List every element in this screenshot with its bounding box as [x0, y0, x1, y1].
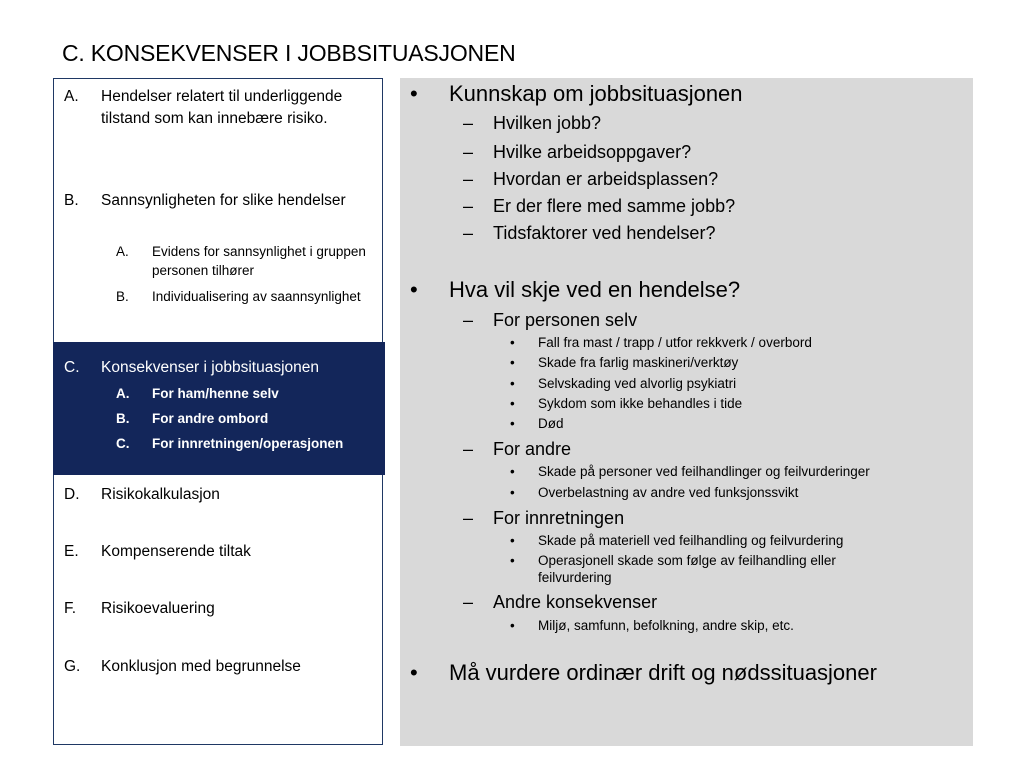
agenda-sub-letter: B. — [116, 289, 129, 304]
dash: – — [463, 592, 474, 612]
dash: – — [463, 113, 474, 133]
agenda-sub-letter: A. — [116, 244, 129, 259]
slide-title: C. KONSEKVENSER I JOBBSITUASJONEN — [62, 40, 516, 66]
agenda-sub-letter: B. — [116, 411, 130, 426]
detail-text: Fall fra mast / trapp / utfor rekkverk / overbord — [538, 335, 812, 350]
bullet: • — [510, 553, 515, 568]
bullet: • — [510, 618, 515, 633]
agenda-panel — [53, 78, 383, 745]
dash: – — [463, 196, 474, 216]
detail-text: Død — [538, 416, 564, 431]
dash: – — [463, 508, 474, 528]
bullet: • — [510, 533, 515, 548]
content-panel — [400, 78, 973, 746]
agenda-text: Risikokalkulasjon — [101, 486, 220, 503]
agenda-sub-text: Evidens for sannsynlighet i gruppen personen tilhører — [152, 244, 366, 278]
detail-text: Operasjonell skade som følge av feilhandling eller feilvurdering — [538, 553, 836, 585]
bullet: • — [510, 396, 515, 411]
section-heading: Må vurdere ordinær drift og nødssituasjoner — [449, 660, 877, 685]
dash: – — [463, 439, 474, 459]
detail-text: Skade fra farlig maskineri/verktøy — [538, 355, 739, 370]
agenda-sub-text: Individualisering av saannsynlighet — [152, 289, 361, 304]
section-heading: Kunnskap om jobbsituasjonen — [449, 81, 743, 106]
agenda-sub-text: For andre ombord — [152, 411, 269, 426]
sub-item-text: Hvordan er arbeidsplassen? — [493, 169, 719, 189]
bullet: • — [510, 464, 515, 479]
bullet: • — [510, 416, 515, 431]
bullet: • — [510, 335, 515, 350]
agenda-letter: C. — [64, 359, 80, 376]
agenda-sub-text: For ham/henne selv — [152, 386, 279, 401]
agenda-sub-letter: A. — [116, 386, 130, 401]
agenda-letter: G. — [64, 658, 81, 675]
agenda-letter: A. — [64, 88, 79, 105]
agenda-sub-text: For innretningen/operasjonen — [152, 436, 344, 451]
dash: – — [463, 169, 474, 189]
sub-item-text: Andre konsekvenser — [493, 592, 658, 612]
sub-item-text: For andre — [493, 439, 572, 459]
bullet: • — [410, 277, 418, 302]
agenda-letter: B. — [64, 192, 79, 209]
agenda-text: Hendelser relatert til underliggende tilstand som kan innebære risiko. — [101, 88, 343, 127]
detail-text: Selvskading ved alvorlig psykiatri — [538, 376, 737, 391]
detail-text: Miljø, samfunn, befolkning, andre skip, etc. — [538, 618, 794, 633]
bullet: • — [510, 485, 515, 500]
detail-text: Overbelastning av andre ved funksjonssvikt — [538, 485, 799, 500]
detail-text: Skade på materiell ved feilhandling og feilvurdering — [538, 533, 844, 548]
agenda-letter: D. — [64, 486, 80, 503]
dash: – — [463, 310, 474, 330]
agenda-text: Konsekvenser i jobbsituasjonen — [101, 359, 319, 376]
dash: – — [463, 223, 474, 243]
sub-item-text: Er der flere med samme jobb? — [493, 196, 736, 216]
agenda-text: Sannsynligheten for slike hendelser — [101, 192, 346, 209]
dash: – — [463, 142, 474, 162]
bullet: • — [410, 81, 418, 106]
sub-item-text: Hvilke arbeidsoppgaver? — [493, 142, 692, 162]
section-heading: Hva vil skje ved en hendelse? — [449, 277, 741, 302]
bullet: • — [510, 355, 515, 370]
sub-item-text: Hvilken jobb? — [493, 113, 602, 133]
bullet: • — [410, 660, 418, 685]
agenda-text: Risikoevaluering — [101, 600, 215, 617]
agenda-sub-letter: C. — [116, 436, 130, 451]
agenda-letter: F. — [64, 600, 77, 617]
sub-item-text: For innretningen — [493, 508, 625, 528]
agenda-text: Kompenserende tiltak — [101, 543, 251, 560]
bullet: • — [510, 376, 515, 391]
agenda-letter: E. — [64, 543, 79, 560]
sub-item-text: For personen selv — [493, 310, 638, 330]
detail-text: Sykdom som ikke behandles i tide — [538, 396, 743, 411]
agenda-text: Konklusjon med begrunnelse — [101, 658, 301, 675]
sub-item-text: Tidsfaktorer ved hendelser? — [493, 223, 716, 243]
detail-text: Skade på personer ved feilhandlinger og feilvurderinger — [538, 464, 870, 479]
